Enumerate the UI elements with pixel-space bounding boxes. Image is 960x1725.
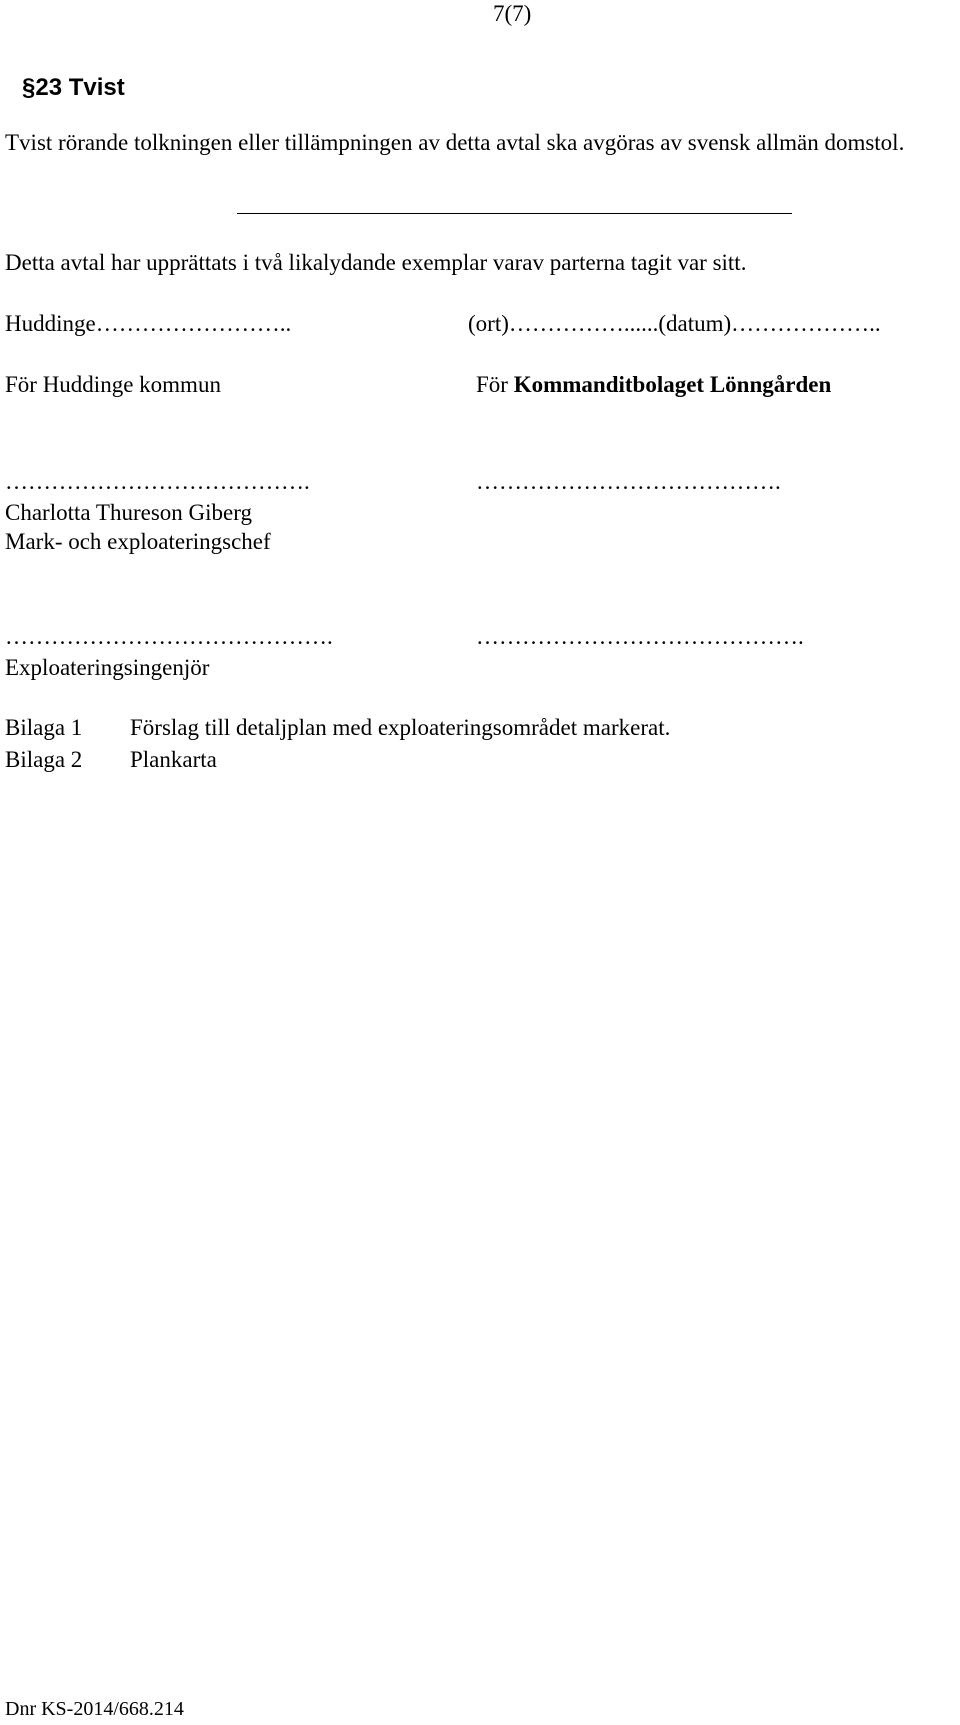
signatory-1-title: Mark- och exploateringschef bbox=[5, 529, 271, 554]
party-company-name: Kommanditbolaget Lönngården bbox=[513, 372, 832, 397]
signature-line-2-left: ……………………………………. bbox=[5, 624, 333, 649]
attachment-1-description: Förslag till detaljplan med exploateringsområdet markerat. bbox=[130, 715, 671, 740]
agreement-statement: Detta avtal har upprättats i två likalydande exemplar varav parterna tagit var sitt. bbox=[5, 250, 747, 275]
attachment-1-label: Bilaga 1 bbox=[5, 715, 83, 740]
attachment-2-description: Plankarta bbox=[130, 747, 217, 772]
signature-line-1-left: …………………………………. bbox=[5, 469, 310, 494]
attachment-2-label: Bilaga 2 bbox=[5, 747, 83, 772]
dispute-paragraph: Tvist rörande tolkningen eller tillämpningen av detta avtal ska avgöras av svensk allmän domstol. bbox=[5, 130, 905, 155]
party-huddinge: För Huddinge kommun bbox=[5, 372, 221, 397]
signature-line-2-right: ……………………………………. bbox=[476, 624, 804, 649]
section-heading: §23 Tvist bbox=[22, 74, 125, 101]
party-prefix: För bbox=[476, 372, 514, 397]
signing-place-left: Huddinge…………………….. bbox=[5, 311, 292, 336]
signature-line-1-right: …………………………………. bbox=[476, 469, 781, 494]
signing-place-date-right: (ort)……………......(datum)……………….. bbox=[468, 311, 881, 336]
page-number: 7(7) bbox=[493, 1, 532, 26]
divider-line bbox=[237, 213, 792, 214]
signatory-2-title: Exploateringsingenjör bbox=[5, 655, 210, 680]
document-reference: Dnr KS-2014/668.214 bbox=[5, 1698, 184, 1720]
signatory-1-name: Charlotta Thureson Giberg bbox=[5, 500, 252, 525]
party-lonngarden bbox=[476, 371, 831, 399]
